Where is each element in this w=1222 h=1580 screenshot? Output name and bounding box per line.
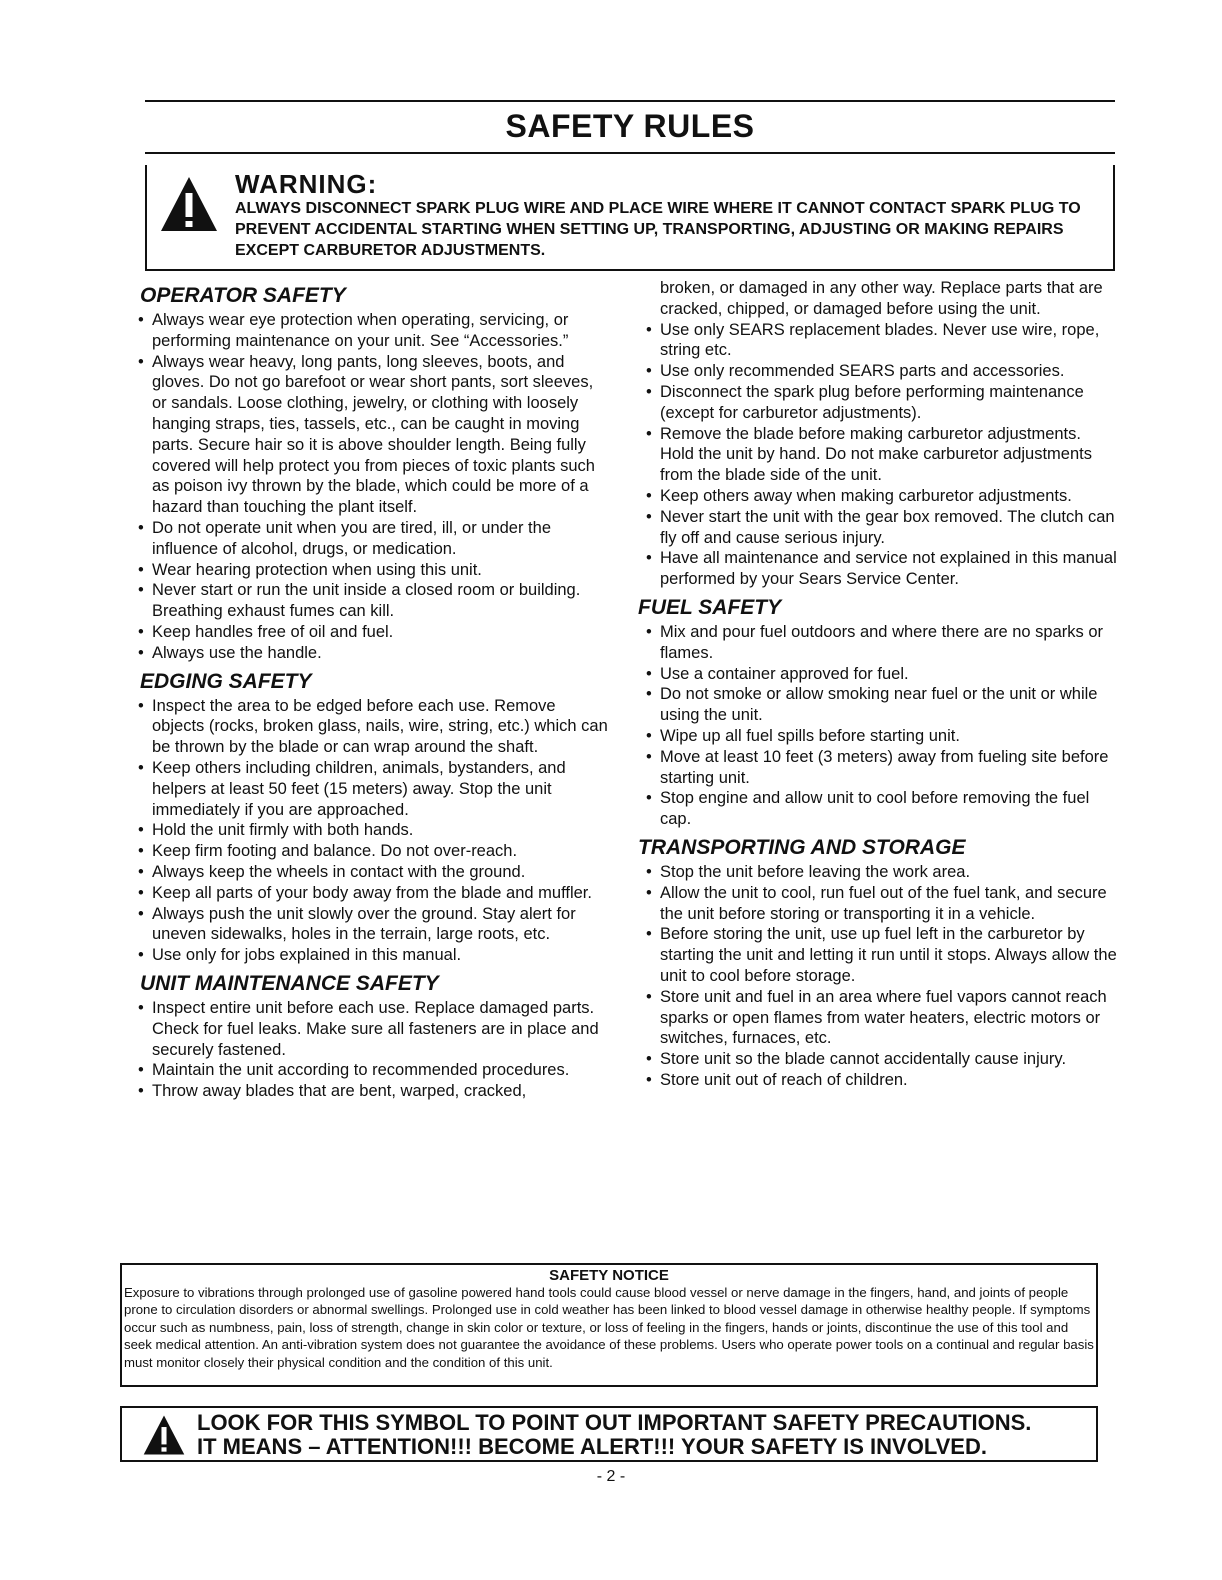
list-item: • Disconnect the spark plug before performing maintenance (except for carburetor adjustments). xyxy=(638,382,1118,424)
fuel-safety-heading: FUEL SAFETY xyxy=(638,595,782,619)
operator-safety-list xyxy=(130,310,610,664)
right-column xyxy=(638,278,1118,1091)
list-item: • Never start the unit with the gear box removed. The clutch can fly off and cause serious injury. xyxy=(638,507,1118,549)
transporting-storage-heading: TRANSPORTING AND STORAGE xyxy=(638,835,966,859)
list-item: • Have all maintenance and service not explained in this manual performed by your Sears Service Center. xyxy=(638,548,1118,590)
list-item: • Keep firm footing and balance. Do not over-reach. xyxy=(130,841,610,862)
list-item: • Remove the blade before making carburetor adjustments. Hold the unit by hand. Do not make carburetor adjustments from the blade side of the unit. xyxy=(638,424,1118,486)
warning-triangle-icon xyxy=(142,1414,186,1456)
list-item: • Wipe up all fuel spills before starting unit. xyxy=(638,726,1118,747)
list-item: • Throw away blades that are bent, warped, cracked, xyxy=(130,1081,610,1102)
maintenance-list-continued xyxy=(638,320,1118,590)
transporting-storage-list xyxy=(638,862,1118,1091)
unit-maintenance-list xyxy=(130,998,610,1102)
list-item: • Stop engine and allow unit to cool before removing the fuel cap. xyxy=(638,788,1118,830)
list-item: • Always push the unit slowly over the ground. Stay alert for uneven sidewalks, holes in the terrain, large roots, etc. xyxy=(130,904,610,946)
list-item: • Keep others away when making carburetor adjustments. xyxy=(638,486,1118,507)
list-item: • Use only for jobs explained in this manual. xyxy=(130,945,610,966)
warning-box xyxy=(145,165,1115,271)
edging-safety-list xyxy=(130,696,610,966)
list-item: • Keep all parts of your body away from the blade and muffler. xyxy=(130,883,610,904)
list-item: • Always wear heavy, long pants, long sleeves, boots, and gloves. Do not go barefoot or wear short pants, sort sleeves, or sandals. Loose clothing, jewelry, or clothing with loosely hanging straps, ties, tassels, etc., can be caught in moving parts. Secure hair so it is above shoulder length. Being fully covered will help protect you from pieces of toxic plants such as poison ivy thrown by the blade, which could be more of a hazard than touching the plant itself. xyxy=(130,352,610,518)
list-item: • Inspect entire unit before each use. Replace damaged parts. Check for fuel leaks. Make sure all fasteners are in place and securely fastened. xyxy=(130,998,610,1060)
page-number: - 2 - xyxy=(596,1468,626,1485)
list-item: • Store unit out of reach of children. xyxy=(638,1070,1118,1091)
top-rule xyxy=(145,100,1115,102)
warning-text: ALWAYS DISCONNECT SPARK PLUG WIRE AND PLACE WIRE WHERE IT CANNOT CONTACT SPARK PLUG TO PREVENT ACCIDENTAL STARTING WHEN SETTING UP, TRANSPORTING, ADJUSTING OR MAKING REPAIRS EXCEPT CARBURETOR ADJUSTMENTS. xyxy=(235,200,1081,259)
list-item: • Mix and pour fuel outdoors and where there are no sparks or flames. xyxy=(638,622,1118,664)
list-item: • Always use the handle. xyxy=(130,643,610,664)
title-rule xyxy=(145,152,1115,154)
edging-safety-heading: EDGING SAFETY xyxy=(140,669,312,693)
footer-line-1: LOOK FOR THIS SYMBOL TO POINT OUT IMPORTANT SAFETY PRECAUTIONS. xyxy=(197,1410,1032,1435)
list-item: • Maintain the unit according to recommended procedures. xyxy=(130,1060,610,1081)
list-item: • Do not smoke or allow smoking near fuel or the unit or while using the unit. xyxy=(638,684,1118,726)
list-item: • Store unit so the blade cannot accidentally cause injury. xyxy=(638,1049,1118,1070)
list-item: • Never start or run the unit inside a closed room or building. Breathing exhaust fumes can kill. xyxy=(130,580,610,622)
maintenance-continuation: broken, or damaged in any other way. Replace parts that are cracked, chipped, or damaged before using the unit. xyxy=(660,279,1103,318)
list-item: • Hold the unit firmly with both hands. xyxy=(130,820,610,841)
operator-safety-heading: OPERATOR SAFETY xyxy=(140,284,346,307)
list-item: • Before storing the unit, use up fuel left in the carburetor by starting the unit and letting it run until it stops. Always allow the unit to cool before storage. xyxy=(638,924,1118,986)
list-item: • Always wear eye protection when operating, servicing, or performing maintenance on your unit. See “Accessories.” xyxy=(130,310,610,352)
list-item: • Use only SEARS replacement blades. Never use wire, rope, string etc. xyxy=(638,320,1118,362)
list-item: • Wear hearing protection when using this unit. xyxy=(130,560,610,581)
unit-maintenance-heading: UNIT MAINTENANCE SAFETY xyxy=(140,971,439,995)
list-item: • Use only recommended SEARS parts and accessories. xyxy=(638,361,1118,382)
safety-notice-title: SAFETY NOTICE xyxy=(549,1267,669,1284)
safety-notice-box xyxy=(120,1263,1098,1387)
footer-text xyxy=(197,1411,1031,1459)
list-item: • Allow the unit to cool, run fuel out of the fuel tank, and secure the unit before storing or transporting it in a vehicle. xyxy=(638,883,1118,925)
page-title: SAFETY RULES xyxy=(505,108,755,144)
left-column xyxy=(130,278,610,1102)
safety-notice-text: Exposure to vibrations through prolonged use of gasoline powered hand tools could cause blood vessel or nerve damage in the fingers, hand, and joints of people prone to circulation disorders or abnormal swellings. Prolonged use in cold weather has been linked to blood vessel damage in otherwise healthy people. If symptoms occur such as numbness, pain, loss of strength, change in skin color or texture, or loss of feeling in the fingers, hands or joints, discontinue the use of this tool and seek medical attention. An anti-vibration system does not guarantee the avoidance of these problems. Users who operate power tools on a continual and regular basis must monitor closely their physical condition and the condition of this unit. xyxy=(124,1285,1094,1370)
list-item: • Keep others including children, animals, bystanders, and helpers at least 50 feet (15 meters) away. Stop the unit immediately if you are approached. xyxy=(130,758,610,820)
list-item: • Move at least 10 feet (3 meters) away from fueling site before starting unit. xyxy=(638,747,1118,789)
warning-triangle-icon xyxy=(159,175,219,233)
list-item: • Use a container approved for fuel. xyxy=(638,664,1118,685)
list-item: • Stop the unit before leaving the work area. xyxy=(638,862,1118,883)
list-item: • Keep handles free of oil and fuel. xyxy=(130,622,610,643)
warning-title: WARNING: xyxy=(235,169,378,199)
footer-line-2: IT MEANS – ATTENTION!!! BECOME ALERT!!! YOUR SAFETY IS INVOLVED. xyxy=(197,1434,987,1459)
fuel-safety-list xyxy=(638,622,1118,830)
list-item: • Inspect the area to be edged before each use. Remove objects (rocks, broken glass, nails, wire, string, etc.) which can be thrown by the blade or can wrap around the shaft. xyxy=(130,696,610,758)
list-item: • Do not operate unit when you are tired, ill, or under the influence of alcohol, drugs, or medication. xyxy=(130,518,610,560)
list-item: • Store unit and fuel in an area where fuel vapors cannot reach sparks or open flames from water heaters, electric motors or switches, furnaces, etc. xyxy=(638,987,1118,1049)
list-item: • Always keep the wheels in contact with the ground. xyxy=(130,862,610,883)
safety-symbol-footer xyxy=(120,1406,1098,1462)
